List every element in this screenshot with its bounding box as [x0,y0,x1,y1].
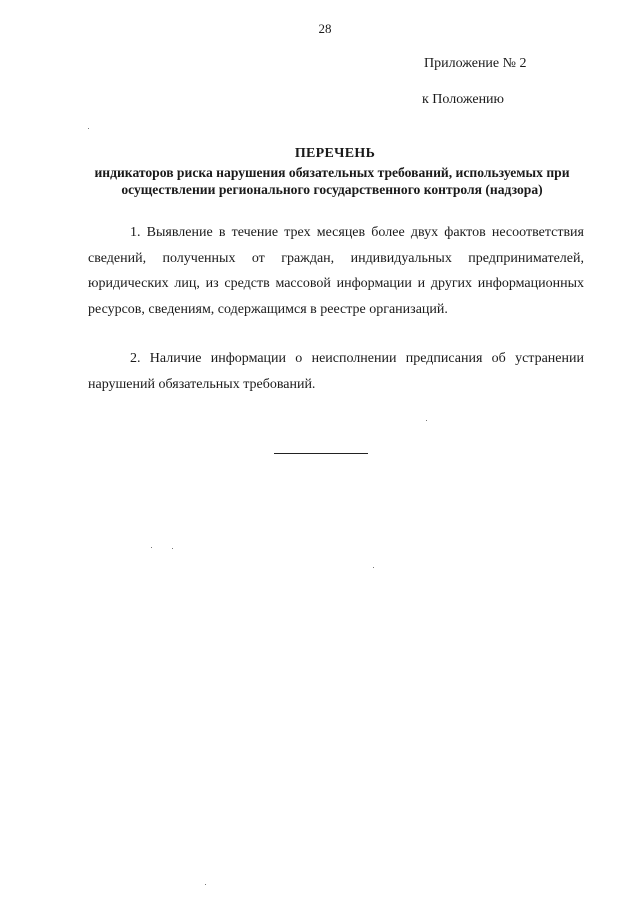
document-title: ПЕРЕЧЕНЬ [294,146,376,161]
scan-speck [151,547,152,548]
scan-speck [88,128,89,129]
paragraph-item-2-text: 2. Наличие информации о неисполнении предписания об устранении нарушений обязательных требований. [88,351,584,392]
document-subtitle: индикаторов риска нарушения обязательных требований, используемых при осуществлении регионального государственного контроля (надзора) [94,165,570,197]
scan-speck [373,567,374,568]
scan-speck [172,548,173,549]
paragraph-item-1 [88,220,584,322]
scan-speck [205,884,206,885]
regulation-reference: к Положению [422,92,505,107]
paragraph-item-2 [88,346,584,397]
end-divider [274,453,368,454]
appendix-label: Приложение № 2 [424,56,527,71]
page-number: 28 [318,21,332,36]
paragraph-item-1-text: 1. Выявление в течение трех месяцев более двух фактов несоответствия сведений, полученных от граждан, индивидуальных предпринимателей, юридических лиц, из средств массовой информации и других информационных ресурсов, сведениям, содержащимся в реестре организаций. [88,225,584,317]
scan-speck [426,420,427,421]
